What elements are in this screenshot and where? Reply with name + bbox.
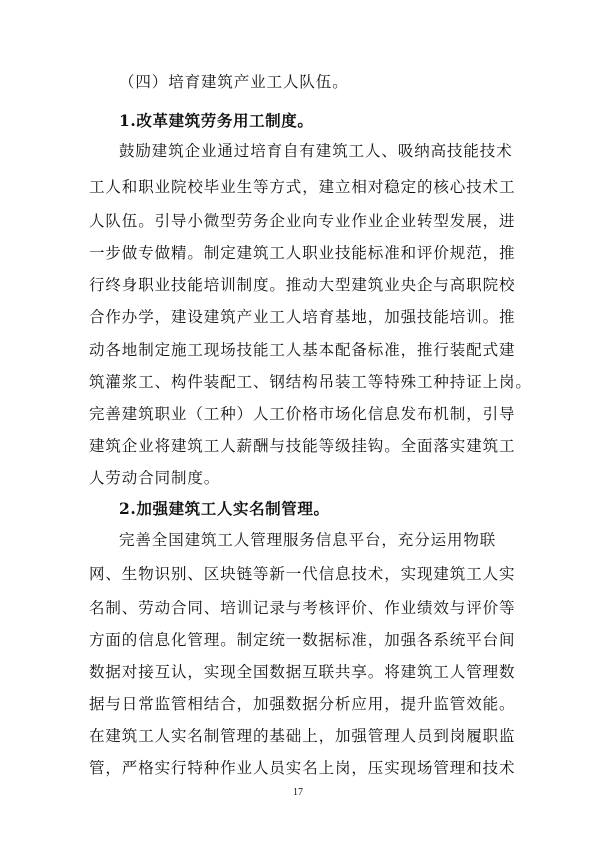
item2-line: 方面的信息化管理。制定统一数据标准，加强各系统平台间 (89, 631, 516, 649)
section-heading: （四）培育建筑产业工人队伍。 (119, 73, 349, 91)
item2-line: 网、生物识别、区块链等新一代信息技术，实现建筑工人实 (89, 565, 516, 583)
item1-line: 人劳动合同制度。 (89, 469, 221, 487)
item1-line: 建筑企业将建筑工人薪酬与技能等级挂钩。全面落实建筑工 (89, 437, 516, 455)
item1-title: 1.改革建筑劳务用工制度。 (119, 111, 314, 130)
item2-line: 名制、劳动合同、培训记录与考核评价、作业绩效与评价等 (89, 599, 516, 617)
item2-line: 在建筑工人实名制管理的基础上，加强管理人员到岗履职监 (89, 727, 516, 745)
item1-line: 人队伍。引导小微型劳务企业向专业作业企业转型发展，进 (89, 212, 516, 230)
item1-line: 筑灌浆工、构件装配工、钢结构吊装工等特殊工种持证上岗。 (89, 373, 532, 391)
item1-line: 行终身职业技能培训制度。推动大型建筑业央企与高职院校 (89, 276, 516, 294)
item2-line: 完善全国建筑工人管理服务信息平台，充分运用物联 (119, 531, 497, 549)
item1-line: 合作办学，建设建筑产业工人培育基地，加强技能培训。推 (89, 308, 516, 326)
item1-line: 动各地制定施工现场技能工人基本配备标准，推行装配式建 (89, 341, 516, 359)
item1-line: 鼓励建筑企业通过培育自有建筑工人、吸纳高技能技术 (119, 142, 513, 160)
item2-line: 据与日常监管相结合，加强数据分析应用，提升监管效能。 (89, 695, 516, 713)
item1-line: 完善建筑职业（工种）人工价格市场化信息发布机制，引导 (89, 405, 516, 423)
item1-line: 一步做专做精。制定建筑工人职业技能标准和评价规范，推 (89, 244, 516, 262)
page-number: 17 (293, 787, 303, 798)
item1-line: 工人和职业院校毕业生等方式，建立相对稳定的核心技术工 (89, 178, 516, 196)
item2-line: 管，严格实行特种作业人员实名上岗，压实现场管理和技术 (89, 759, 516, 777)
item2-line: 数据对接互认，实现全国数据互联共享。将建筑工人管理数 (89, 663, 516, 681)
item2-title: 2.加强建筑工人实名制管理。 (119, 499, 330, 518)
